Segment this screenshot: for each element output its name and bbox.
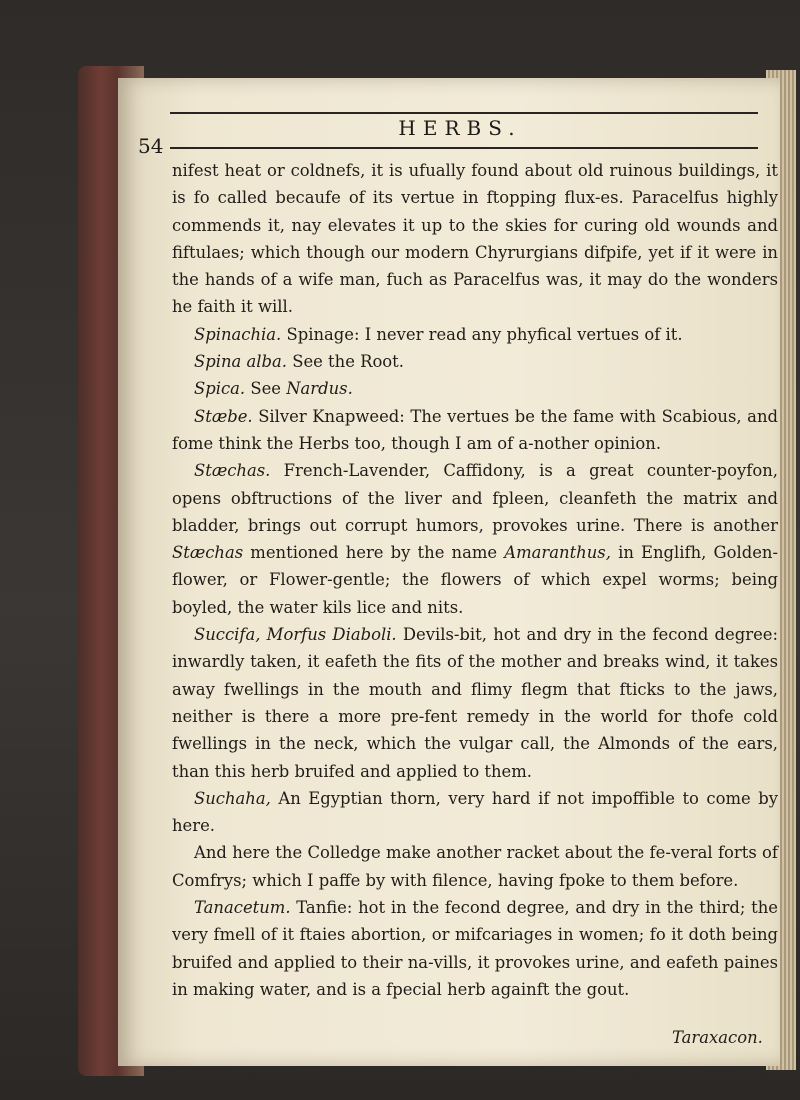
entry-spica bbox=[172, 375, 778, 402]
cross-reference: Stæchas bbox=[172, 543, 244, 563]
entry-text: French-Lavender, Caffidony, is a great counter-poyfon, opens obftructions of the liver and fpleen, cleanfeth the matrix and bladder, brings out corrupt humors, provokes urine. There is another bbox=[172, 461, 778, 535]
entry-text: An Egyptian thorn, very hard if not impoffible to come by here. bbox=[172, 788, 778, 836]
entry-text: mentioned here by the name bbox=[243, 543, 505, 563]
entry-stachas bbox=[172, 457, 778, 621]
paragraph-text: And here the Colledge make another racket about the fe-veral forts of Comfrys; which I paffe by with filence, having fpoke to them before. bbox=[172, 843, 778, 890]
body-text bbox=[172, 157, 778, 1003]
paragraph-colledge bbox=[172, 839, 778, 894]
entry-term: Spina alba. bbox=[194, 352, 287, 372]
entry-text: Silver Knapweed: The vertues be the fame with Scabious, and fome think the Herbs too, though I am of a-nother opinion. bbox=[172, 406, 778, 453]
running-head: HERBS. bbox=[398, 116, 522, 140]
entry-suchaha bbox=[172, 785, 778, 840]
entry-term: Succifa, Morfus Diaboli. bbox=[194, 625, 397, 645]
entry-text: in Englifh, Golden-flower, or Flower-gentle; the flowers of which expel worms; being boyled, the water kils lice and nits. bbox=[172, 543, 778, 617]
entry-stabe bbox=[172, 403, 778, 458]
entry-spinachia bbox=[172, 321, 778, 348]
entry-spina-alba bbox=[172, 348, 778, 375]
paragraph-text: nifest heat or coldnefs, it is ufually found about old ruinous buildings, it is fo called becaufe of its vertue in ftopping flux-es. Paracelfus highly commends it, nay elevates it up to the skies for curing old wounds and fiftulaes; which though our modern Chyrurgians difpife, yet if it were in the hands of a wife man, fuch as Paracelfus was, it may do the wonders he faith it will. bbox=[172, 161, 778, 317]
entry-term: Tanacetum. bbox=[194, 898, 291, 918]
page-number: 54 bbox=[138, 134, 164, 158]
cross-reference: Nardus. bbox=[286, 379, 353, 399]
header-rule-bottom bbox=[170, 147, 758, 149]
entry-text: Devils-bit, hot and dry in the fecond degree: inwardly taken, it eafeth the fits of the mother and breaks wind, it takes away fwellings in the mouth and flimy flegm that fticks to the jaws, neither is there a more pre-fent remedy in the world for thofe cold fwellings in the neck, which the vulgar call, the Almonds of the ears, than this herb bruifed and applied to them. bbox=[172, 625, 778, 781]
entry-text: See bbox=[245, 379, 287, 399]
entry-term: Stæbe. bbox=[194, 406, 253, 426]
header-rule-top bbox=[170, 112, 758, 114]
entry-text: Spinage: I never read any phyfical vertues of it. bbox=[281, 324, 683, 344]
entry-term: Spinachia. bbox=[194, 324, 282, 344]
latin-name: Amaranthus, bbox=[504, 543, 611, 563]
entry-term: Suchaha, bbox=[194, 788, 271, 808]
entry-tanacetum bbox=[172, 894, 778, 1003]
entry-succisa bbox=[172, 621, 778, 785]
entry-term: Spica. bbox=[194, 379, 246, 399]
paragraph-nifest bbox=[172, 157, 778, 321]
entry-term: Stæchas. bbox=[194, 461, 271, 481]
entry-text: Tanfie: hot in the fecond degree, and dry in the third; the very fmell of it ftaies abortion, or mifcariages in women; fo it doth being bruifed and applied to their na-vills, it provokes urine, and eafeth paines in making water, and is a fpecial herb againft the gout. bbox=[172, 898, 778, 999]
catchword: Taraxacon. bbox=[672, 1028, 763, 1047]
entry-text: See the Root. bbox=[287, 352, 404, 372]
